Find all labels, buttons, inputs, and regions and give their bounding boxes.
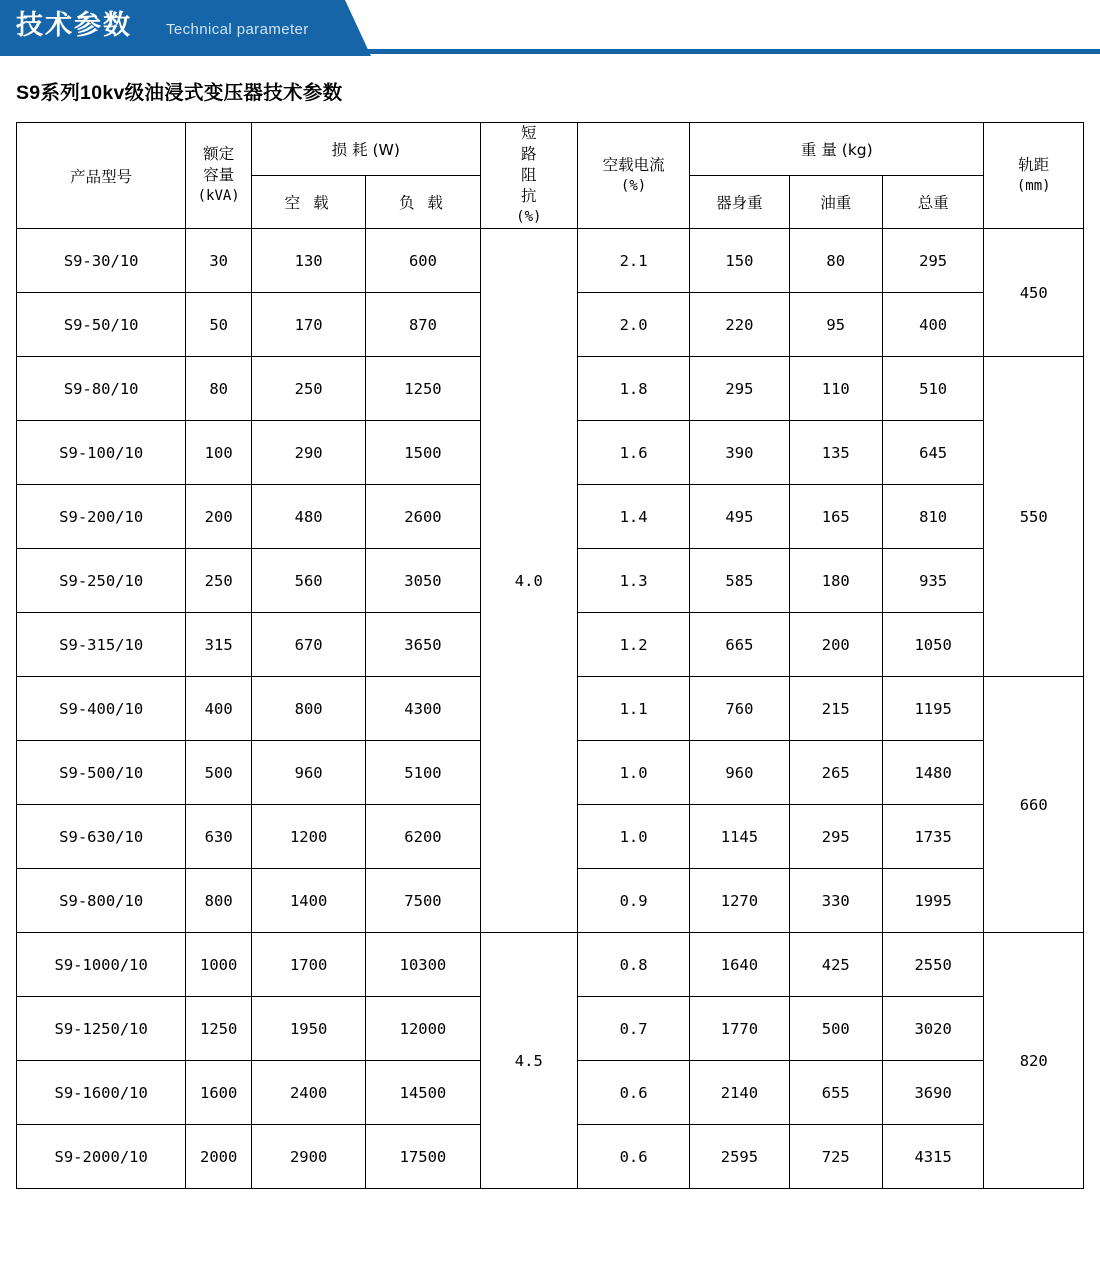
cell-noload-current: 0.6 (577, 1125, 689, 1189)
cell-load-loss: 2600 (366, 485, 480, 549)
cell-noload-current: 1.3 (577, 549, 689, 613)
cell-load-loss: 10300 (366, 933, 480, 997)
cell-load-loss: 870 (366, 293, 480, 357)
cell-weight-total: 810 (882, 485, 984, 549)
cell-load-loss: 12000 (366, 997, 480, 1061)
header-impedance (480, 123, 577, 229)
page-title: S9系列10kv级油浸式变压器技术参数 (16, 82, 343, 104)
cell-capacity: 400 (186, 677, 252, 741)
cell-weight-body: 390 (690, 421, 790, 485)
cell-model: S9-250/10 (17, 549, 186, 613)
cell-noload-current: 0.7 (577, 997, 689, 1061)
cell-capacity: 630 (186, 805, 252, 869)
header-weight-body: 器身重 (690, 176, 790, 229)
header-impedance-line2: 路 (521, 145, 537, 163)
cell-capacity: 1600 (186, 1061, 252, 1125)
cell-noload-current: 1.6 (577, 421, 689, 485)
cell-gauge: 450 (984, 229, 1084, 357)
cell-weight-body: 665 (690, 613, 790, 677)
cell-model: S9-500/10 (17, 741, 186, 805)
cell-weight-body: 760 (690, 677, 790, 741)
cell-noload-current: 2.0 (577, 293, 689, 357)
cell-capacity: 250 (186, 549, 252, 613)
cell-model: S9-80/10 (17, 357, 186, 421)
cell-model: S9-1000/10 (17, 933, 186, 997)
cell-noload-loss: 1400 (251, 869, 365, 933)
header-loss-load: 负 载 (366, 176, 480, 229)
header-weight-oil: 油重 (789, 176, 882, 229)
header-current-unit: (%) (620, 177, 647, 194)
cell-capacity: 30 (186, 229, 252, 293)
cell-gauge: 550 (984, 357, 1084, 677)
cell-model: S9-30/10 (17, 229, 186, 293)
cell-noload-current: 1.1 (577, 677, 689, 741)
cell-load-loss: 6200 (366, 805, 480, 869)
cell-load-loss: 14500 (366, 1061, 480, 1125)
cell-weight-total: 1735 (882, 805, 984, 869)
cell-noload-loss: 250 (251, 357, 365, 421)
header-weight-total: 总重 (882, 176, 984, 229)
cell-weight-total: 935 (882, 549, 984, 613)
cell-weight-total: 1195 (882, 677, 984, 741)
transformer-spec-table (16, 122, 1084, 1189)
cell-capacity: 2000 (186, 1125, 252, 1189)
cell-weight-oil: 80 (789, 229, 882, 293)
table-row (17, 933, 1084, 997)
cell-noload-current: 1.8 (577, 357, 689, 421)
cell-capacity: 200 (186, 485, 252, 549)
cell-weight-oil: 425 (789, 933, 882, 997)
cell-weight-oil: 265 (789, 741, 882, 805)
cell-load-loss: 3050 (366, 549, 480, 613)
cell-weight-body: 960 (690, 741, 790, 805)
cell-noload-loss: 670 (251, 613, 365, 677)
cell-noload-loss: 800 (251, 677, 365, 741)
header-impedance-unit: (%) (516, 209, 542, 225)
cell-noload-current: 1.0 (577, 805, 689, 869)
cell-weight-total: 510 (882, 357, 984, 421)
banner-underline (0, 49, 1100, 54)
header-capacity (186, 123, 252, 229)
cell-weight-body: 1270 (690, 869, 790, 933)
cell-weight-total: 3690 (882, 1061, 984, 1125)
cell-model: S9-50/10 (17, 293, 186, 357)
cell-weight-oil: 500 (789, 997, 882, 1061)
cell-weight-total: 2550 (882, 933, 984, 997)
cell-weight-body: 220 (690, 293, 790, 357)
cell-noload-loss: 960 (251, 741, 365, 805)
cell-noload-loss: 290 (251, 421, 365, 485)
table-body (17, 229, 1084, 1189)
cell-model: S9-100/10 (17, 421, 186, 485)
cell-weight-body: 1640 (690, 933, 790, 997)
cell-weight-total: 3020 (882, 997, 984, 1061)
cell-weight-body: 295 (690, 357, 790, 421)
cell-load-loss: 4300 (366, 677, 480, 741)
cell-capacity: 500 (186, 741, 252, 805)
cell-noload-current: 1.4 (577, 485, 689, 549)
cell-capacity: 1250 (186, 997, 252, 1061)
cell-weight-oil: 135 (789, 421, 882, 485)
cell-weight-oil: 200 (789, 613, 882, 677)
cell-weight-total: 645 (882, 421, 984, 485)
header-impedance-line1: 短 (521, 124, 537, 142)
cell-weight-oil: 655 (789, 1061, 882, 1125)
cell-load-loss: 3650 (366, 613, 480, 677)
cell-gauge: 660 (984, 677, 1084, 933)
cell-weight-total: 4315 (882, 1125, 984, 1189)
cell-noload-loss: 1200 (251, 805, 365, 869)
cell-noload-current: 1.0 (577, 741, 689, 805)
header-noload-current (577, 123, 689, 229)
cell-capacity: 100 (186, 421, 252, 485)
cell-weight-body: 2595 (690, 1125, 790, 1189)
cell-noload-current: 0.9 (577, 869, 689, 933)
header-loss-group: 损 耗 (W) (251, 123, 480, 176)
cell-load-loss: 7500 (366, 869, 480, 933)
cell-weight-body: 1145 (690, 805, 790, 869)
cell-model: S9-1250/10 (17, 997, 186, 1061)
cell-model: S9-630/10 (17, 805, 186, 869)
cell-model: S9-1600/10 (17, 1061, 186, 1125)
cell-load-loss: 600 (366, 229, 480, 293)
cell-load-loss: 5100 (366, 741, 480, 805)
cell-weight-body: 495 (690, 485, 790, 549)
header-capacity-unit: (kVA) (197, 188, 240, 204)
cell-weight-oil: 330 (789, 869, 882, 933)
cell-capacity: 80 (186, 357, 252, 421)
table-row (17, 229, 1084, 293)
cell-model: S9-800/10 (17, 869, 186, 933)
cell-model: S9-400/10 (17, 677, 186, 741)
cell-model: S9-200/10 (17, 485, 186, 549)
header-impedance-line4: 抗 (521, 187, 537, 205)
header-capacity-line2: 容量 (203, 166, 235, 184)
header-capacity-line1: 额定 (203, 145, 235, 163)
cell-weight-oil: 110 (789, 357, 882, 421)
cell-weight-oil: 180 (789, 549, 882, 613)
header-gauge-unit: (mm) (1016, 177, 1051, 194)
cell-noload-current: 2.1 (577, 229, 689, 293)
cell-weight-oil: 215 (789, 677, 882, 741)
cell-weight-total: 1050 (882, 613, 984, 677)
cell-noload-loss: 170 (251, 293, 365, 357)
cell-noload-loss: 560 (251, 549, 365, 613)
cell-load-loss: 1500 (366, 421, 480, 485)
cell-weight-total: 1995 (882, 869, 984, 933)
cell-gauge: 820 (984, 933, 1084, 1189)
cell-noload-loss: 2900 (251, 1125, 365, 1189)
cell-noload-loss: 1950 (251, 997, 365, 1061)
cell-weight-total: 400 (882, 293, 984, 357)
cell-capacity: 800 (186, 869, 252, 933)
cell-load-loss: 17500 (366, 1125, 480, 1189)
cell-capacity: 315 (186, 613, 252, 677)
cell-capacity: 50 (186, 293, 252, 357)
cell-weight-oil: 295 (789, 805, 882, 869)
cell-noload-loss: 1700 (251, 933, 365, 997)
table-header (17, 123, 1084, 229)
header-weight-group: 重 量 (kg) (690, 123, 984, 176)
spec-table-container (16, 122, 1084, 1189)
cell-weight-oil: 165 (789, 485, 882, 549)
cell-noload-loss: 130 (251, 229, 365, 293)
cell-weight-body: 1770 (690, 997, 790, 1061)
cell-weight-oil: 725 (789, 1125, 882, 1189)
header-model: 产品型号 (17, 123, 186, 229)
cell-impedance: 4.5 (480, 933, 577, 1189)
page-header-banner (0, 0, 1100, 56)
cell-noload-current: 0.8 (577, 933, 689, 997)
cell-weight-total: 1480 (882, 741, 984, 805)
cell-impedance: 4.0 (480, 229, 577, 933)
header-gauge (984, 123, 1084, 229)
banner-title-cn: 技术参数 (16, 10, 132, 40)
cell-noload-current: 0.6 (577, 1061, 689, 1125)
header-current-line1: 空载电流 (602, 155, 665, 174)
cell-weight-total: 295 (882, 229, 984, 293)
cell-load-loss: 1250 (366, 357, 480, 421)
cell-model: S9-2000/10 (17, 1125, 186, 1189)
cell-weight-body: 2140 (690, 1061, 790, 1125)
cell-model: S9-315/10 (17, 613, 186, 677)
cell-capacity: 1000 (186, 933, 252, 997)
cell-noload-loss: 480 (251, 485, 365, 549)
cell-weight-body: 150 (690, 229, 790, 293)
cell-noload-loss: 2400 (251, 1061, 365, 1125)
cell-weight-oil: 95 (789, 293, 882, 357)
header-gauge-line1: 轨距 (1018, 155, 1050, 174)
table-header-row-1 (17, 123, 1084, 176)
header-impedance-line3: 阻 (521, 166, 537, 184)
cell-weight-body: 585 (690, 549, 790, 613)
header-loss-noload: 空 载 (251, 176, 365, 229)
banner-title-en: Technical parameter (166, 21, 309, 38)
cell-noload-current: 1.2 (577, 613, 689, 677)
